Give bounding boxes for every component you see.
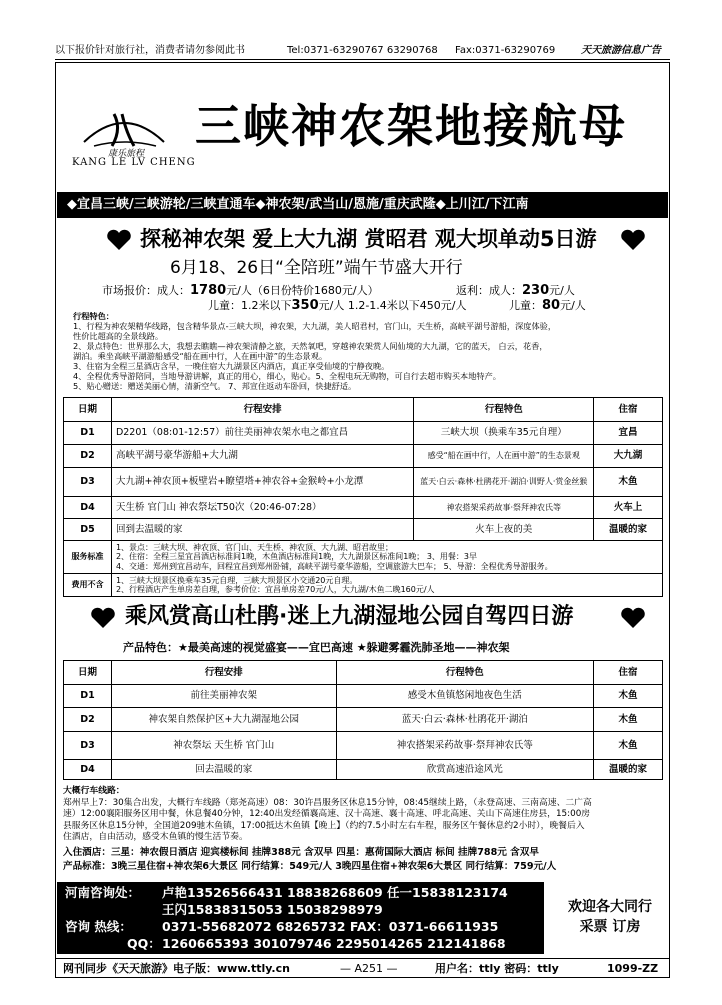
footer-credentials: 用户名：ttly 密码：ttly bbox=[435, 962, 559, 975]
plan-cell: 神农祭坛 天生桥 官门山 bbox=[111, 732, 336, 760]
heart-icon bbox=[90, 607, 116, 629]
welcome-line: 采票 订房 bbox=[579, 919, 641, 935]
tour1-market-price bbox=[102, 283, 379, 299]
hotel-cell: 宜昌 bbox=[594, 422, 663, 445]
contact-hotline: 0371-55682072 68265732 FAX：0371-66611935 bbox=[162, 919, 499, 934]
hotel-cell: 木鱼 bbox=[594, 732, 663, 760]
day-cell: D1 bbox=[64, 422, 112, 445]
tour2-subtitle: 产品特色：★最美高速的视觉盛宴——宜巴高速 ★躲避雾霾洗肺圣地——神农架 bbox=[123, 641, 510, 654]
feature-line: 4、全程优秀导游陪同，当地导游讲解，真正的用心，细心，贴心。5、全程电玩无购物，可自行去超市购买本地特产。 bbox=[73, 371, 501, 381]
rebate-child-suffix: 元/人 bbox=[560, 299, 586, 312]
header-publisher: 天天旅游信息广告 bbox=[581, 45, 661, 56]
hotel-cell: 木鱼 bbox=[594, 468, 663, 497]
feature-cell: 感受“船在画中行，人在画中游”的生态景观 bbox=[414, 445, 594, 468]
heart-icon bbox=[106, 229, 132, 251]
contact-qq: 1260665393 301079746 2295014265 212141868 bbox=[162, 936, 506, 951]
route-line: 住酒店，自由活动，感受木鱼镇的慢生活节奏。 bbox=[63, 832, 248, 842]
market-adult-suffix: 元/人（6日份特价1680元/人） bbox=[226, 284, 379, 297]
rebate-adult: 230 bbox=[522, 283, 550, 298]
col-plan: 行程安排 bbox=[111, 661, 336, 685]
heart-icon bbox=[620, 229, 646, 251]
rebate-child: 80 bbox=[542, 298, 561, 313]
col-feature: 行程特色 bbox=[336, 661, 594, 685]
table-header-row bbox=[64, 398, 663, 422]
service-row bbox=[64, 541, 663, 574]
hotel-line: 产品标准：3晚三星住宿+神农架6大景区 同行结算：549元/人 3晚四星住宿+神农架6大景区 同行结算：759元/人 bbox=[63, 860, 557, 872]
col-hotel: 住宿 bbox=[594, 398, 663, 422]
service-line: 1、景点：三峡大坝、神农顶、官门山、天生桥、神农顶、大九湖、昭君故里； bbox=[115, 542, 394, 552]
feature-line: 3、住宿为全程三星酒店含早，一晚住宿大九湖景区内酒店，真正享受仙境的宁静夜晚。 bbox=[73, 361, 390, 371]
table-row bbox=[64, 497, 663, 519]
header-bar bbox=[55, 44, 670, 60]
child-label: 儿童：1.2米以下 bbox=[208, 299, 292, 312]
feature-cell: 火车上夜的美 bbox=[414, 519, 594, 541]
hotel-cell: 大九湖 bbox=[594, 445, 663, 468]
footer-website: 网刊同步《天天旅游》电子版：www.ttly.cn bbox=[63, 962, 290, 975]
service-line: 2、住宿：全程三星宜昌酒店标准间1晚，木鱼酒店标准间1晚，大九湖景区标准间1晚； 3、用餐：3早 bbox=[115, 552, 478, 562]
feature-line: 5、贴心赠送：赠送美丽心情，清新空气。 7、邦宣住返动车卧回，快捷舒适。 bbox=[73, 381, 357, 391]
excluded-row bbox=[64, 574, 663, 597]
contact-phones-1: 卢艳13526566431 18838268609 任一15838123174 bbox=[162, 885, 508, 900]
tour2-route bbox=[63, 786, 663, 844]
service-cell bbox=[111, 541, 662, 574]
plan-cell: 回去温暖的家 bbox=[111, 760, 336, 780]
hotel-cell: 木鱼 bbox=[594, 685, 663, 708]
day-cell: D1 bbox=[64, 685, 112, 708]
contact-label-qq: QQ： bbox=[127, 936, 161, 951]
hotel-cell: 火车上 bbox=[594, 497, 663, 519]
plan-cell: 大九湖+神农顶+板壁岩+瞭望塔+神农谷+金猴岭+小龙潭 bbox=[111, 468, 413, 497]
service-line: 4、交通：郑州到宜昌动车，回程宜昌到郑州卧铺，高峡平湖号豪华游船，空调旅游大巴车； 5、导游：全程优秀导游服务。 bbox=[115, 561, 553, 571]
feature-cell: 神农搭架采药故事·祭拜神农氏等 bbox=[336, 732, 594, 760]
plan-cell: 神农架自然保护区+大九湖湿地公园 bbox=[111, 708, 336, 732]
footer-page: — A251 — bbox=[340, 962, 398, 975]
feature-cell: 欣赏高速沿途风光 bbox=[336, 760, 594, 780]
tour1-features bbox=[73, 311, 663, 391]
col-feature: 行程特色 bbox=[414, 398, 594, 422]
logo-text: KANG LE LV CHENG bbox=[72, 157, 196, 168]
tour2-hotels bbox=[63, 846, 556, 873]
header-notice: 以下报价针对旅行社，消费者请勿参阅此书 bbox=[55, 45, 245, 56]
feature-line: 湖泊。乘坐高峡平湖游船感受“船在画中行，人在画中游”的生态景观。 bbox=[73, 351, 328, 361]
table-row bbox=[64, 708, 663, 732]
child-suffix: 元/人 1.2-1.4米以下450元/人 bbox=[318, 299, 467, 312]
tour1-rebate bbox=[456, 283, 575, 299]
feature-cell: 蓝天·白云·森林·杜鹃花开·湖泊 bbox=[336, 708, 594, 732]
tour1-subtitle: 6月18、26日“全陪班”端午节盛大开行 bbox=[170, 258, 463, 278]
day-cell: D4 bbox=[64, 497, 112, 519]
hotel-line: 入住酒店：三星：神农假日酒店 迎宾楼标间 挂牌388元 含双早 四星：惠荷国际大酒店 标间 挂牌788元 含双早 bbox=[63, 847, 539, 858]
table-row bbox=[64, 519, 663, 541]
plan-cell: 回到去温暖的家 bbox=[111, 519, 413, 541]
plan-cell: D2201（08:01-12:57）前往美丽神农架水电之都宜昌 bbox=[111, 422, 413, 445]
child-price: 350 bbox=[291, 298, 319, 313]
feature-line: 1、行程为神农架精华线路，包含精华景点-三峡大坝，神农架，大九湖，美人昭君村，官门山，天生桥，高峡平湖号游船，深度体验， bbox=[73, 321, 557, 331]
route-line: 速）12:00襄阳服务区用中餐，休息餐40分钟，12:40出发经循襄高速、汉十高速、襄十高速、呼北高速、关山下高速住房县，15:00房 bbox=[63, 809, 591, 819]
col-plan: 行程安排 bbox=[111, 398, 413, 422]
table-row bbox=[64, 685, 663, 708]
feature-cell: 蓝天·白云·森林·杜鹃花开·湖泊·训野人·赏金丝猴 bbox=[414, 468, 594, 497]
tour1-banner: 探秘神农架 爱上大九湖 赏昭君 观大坝单动5日游 bbox=[140, 227, 597, 251]
footer-bar bbox=[55, 958, 670, 980]
route-line: 县服务区休息15分钟，全国道209驰木鱼镇，17:00抵达木鱼镇【晚上】（约约7.5小时左右车程，服务区午餐休息约2小时），晚餐后入 bbox=[63, 820, 585, 831]
tour2-banner: 乘风赏高山杜鹃·迷上九湖湿地公园自驾四日游 bbox=[125, 604, 574, 629]
header-tel: Tel:0371-63290767 63290768 bbox=[287, 45, 438, 56]
plan-cell: 高峡平湖号豪华游船+大九湖 bbox=[111, 445, 413, 468]
day-cell: D3 bbox=[64, 732, 112, 760]
contact-phones-2: 王闪15838315053 15038298979 bbox=[162, 902, 383, 917]
hotel-cell: 木鱼 bbox=[594, 708, 663, 732]
table-row bbox=[64, 468, 663, 497]
day-cell: D4 bbox=[64, 760, 112, 780]
table-row bbox=[64, 445, 663, 468]
excluded-label: 费用不含 bbox=[64, 574, 112, 597]
table-row bbox=[64, 760, 663, 780]
plan-cell: 前往美丽神农架 bbox=[111, 685, 336, 708]
plan-cell: 天生桥 官门山 神农祭坛T50次（20:46-07:28） bbox=[111, 497, 413, 519]
table-header-row bbox=[64, 661, 663, 685]
route-title: 大概行车线路： bbox=[63, 786, 125, 796]
tour2-itinerary-table bbox=[63, 660, 663, 780]
feature-cell: 三峡大坝（换乘车35元自理） bbox=[414, 422, 594, 445]
hotel-cell: 温暖的家 bbox=[594, 519, 663, 541]
col-hotel: 住宿 bbox=[594, 661, 663, 685]
col-date: 日期 bbox=[64, 661, 112, 685]
feature-cell: 神农搭架采药故事·祭拜神农氏等 bbox=[414, 497, 594, 519]
market-adult-price: 1780 bbox=[190, 283, 227, 298]
features-title: 行程特色： bbox=[73, 311, 114, 321]
heart-icon bbox=[620, 607, 646, 629]
col-date: 日期 bbox=[64, 398, 112, 422]
market-label: 市场报价：成人： bbox=[102, 284, 190, 297]
footer-code: 1099-ZZ bbox=[607, 962, 659, 975]
feature-line: 性价比超高的全景线路。 bbox=[73, 331, 164, 341]
route-line: 郑州早上7：30集合出发，大概行车线路（郑尧高速）08：30许昌服务区休息15分钟，08:45继续上路，（永登高速、三南高速、二广高 bbox=[63, 797, 592, 808]
excluded-line: 2、行程酒店产生单房差自理，参考价位：宜昌单房差70元/人，大九湖/木鱼二晚160元/人 bbox=[115, 585, 435, 594]
welcome-line: 欢迎各大同行 bbox=[568, 899, 652, 915]
tour1-itinerary-table bbox=[63, 397, 663, 597]
routes-bar: ◆宜昌三峡/三峡游轮/三峡直通车◆神农架/武当山/恩施/重庆武隆◆上川江/下江南 bbox=[57, 192, 668, 218]
rebate-child-label: 儿童： bbox=[509, 299, 542, 312]
header-fax: Fax:0371-63290769 bbox=[455, 45, 556, 56]
feature-line: 2、景点特色：世界那么大，我想去瞧瞧—神农架清静之旅，天然氧吧，穿越神农架赏人间仙境的大九湖，它的蓝天， 白云，花香， bbox=[73, 341, 548, 351]
rebate-suffix: 元/人 bbox=[549, 284, 575, 297]
page-title: 三峡神农架地接航母 bbox=[195, 99, 627, 153]
day-cell: D3 bbox=[64, 468, 112, 497]
rebate-label: 返利：成人： bbox=[456, 284, 522, 297]
contact-block bbox=[57, 882, 544, 954]
table-row bbox=[64, 732, 663, 760]
day-cell: D2 bbox=[64, 708, 112, 732]
welcome-text bbox=[555, 897, 665, 937]
hotel-cell: 温暖的家 bbox=[594, 760, 663, 780]
svg-text:康乐旅程: 康乐旅程 bbox=[108, 149, 145, 159]
service-label: 服务标准 bbox=[64, 541, 112, 574]
contact-label-hotline: 咨询 热线： bbox=[65, 919, 132, 934]
feature-cell: 感受木鱼镇悠闲地夜色生活 bbox=[336, 685, 594, 708]
day-cell: D5 bbox=[64, 519, 112, 541]
day-cell: D2 bbox=[64, 445, 112, 468]
excluded-cell bbox=[111, 574, 662, 597]
excluded-line: 1、三峡大坝景区换乘车35元自理，三峡大坝景区小交通20元自理。 bbox=[115, 575, 358, 585]
contact-label-henan: 河南咨询处： bbox=[65, 885, 141, 900]
table-row bbox=[64, 422, 663, 445]
